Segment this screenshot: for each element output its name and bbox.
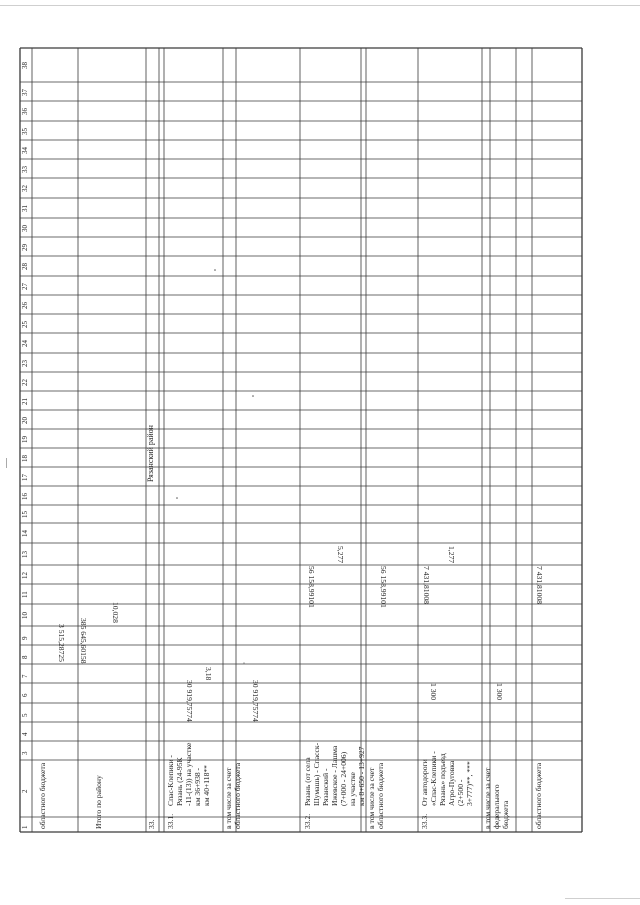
value-total-col10: 10,028 [111,602,120,623]
row-label-regional-budget: областного бюджета [38,762,47,829]
scan-mark [6,458,10,468]
rotated-table-page [16,0,640,905]
row-label-district-total: Итого по району [94,775,103,829]
row-label-33-3-regional: областного бюджета [534,762,543,829]
row-label-33-3: От автодороги «Спас-Клепики - Рязань» подъезд Агро-Пуговка (2+500 - 3+777)**, *** [420,751,474,806]
header-col-2: 2 [21,789,29,793]
row-label-33-1: Спас-Клепики - Рязань (24-95К -11-(13)) на участке км 36+938 - км 40+118** [166,742,211,806]
header-col-7: 7 [21,674,29,678]
value-33-1-regional-col6: 30 919,75774 [251,680,260,722]
header-col-26: 26 [21,301,29,309]
header-col-6: 6 [21,693,29,697]
value-total-col9: 385 645,60158 [79,618,88,664]
value-33-3-col13: 1,277 [447,546,456,564]
value-33-1-col7: 3,18 [204,667,213,681]
header-col-9: 9 [21,636,29,640]
header-col-16: 16 [21,492,29,500]
header-col-12: 12 [21,571,29,579]
value-33-2-col13: 5,277 [336,546,345,564]
header-col-37: 37 [21,88,29,96]
header-col-31: 31 [21,205,29,212]
header-col-23: 23 [21,359,29,367]
header-col-13: 13 [21,551,29,558]
header-col-18: 18 [21,454,29,462]
header-col-30: 30 [21,224,29,232]
header-col-14: 14 [21,530,29,537]
value-33-2-col12: 56 158,99101 [307,566,316,608]
header-col-27: 27 [21,282,29,290]
header-col-38: 38 [21,62,29,69]
header-col-3: 3 [21,751,29,755]
row-label-33-1-regional: в том числе за счет областного бюджета [224,762,242,829]
row-number-33: 33. [147,819,156,829]
header-col-19: 19 [21,435,29,443]
header-col-22: 22 [21,378,29,386]
value-33-1-col6: 30 919,75774 [185,680,194,722]
row-label-33-3-federal: в том числе за счет федерального бюджета [483,767,510,829]
header-col-5: 5 [21,713,29,717]
row-number-33-1: 33.1. [166,813,175,829]
header-col-24: 24 [21,340,29,347]
header-col-25: 25 [21,320,29,328]
header-col-17: 17 [21,473,29,481]
value-33-3-regional-col12: 7 431,81008 [535,566,544,604]
value-regional-budget-col9: 3 515,28725 [57,624,66,662]
header-col-21: 21 [21,397,29,405]
header-col-36: 36 [21,108,29,115]
scan-bottom-border [565,898,640,899]
value-33-2-regional-col12: 56 158,99101 [379,566,388,608]
header-col-8: 8 [21,655,29,659]
header-col-32: 32 [21,185,29,192]
header-col-20: 20 [21,416,29,424]
header-col-34: 34 [21,146,29,154]
header-col-35: 35 [21,127,29,135]
header-col-1: 1 [21,825,29,829]
row-label-33-2: Рязань (от села Шумашь) - Спасск- Рязанский - Ижевское - Лашма (7+000 - 24+006) на участке км 8+650 - 13+927 [303,742,366,806]
header-col-11: 11 [21,591,29,598]
row-number-33-2: 33.2. [303,813,312,829]
district-heading: Рязанский район [146,425,155,482]
value-33-3-federal-col6: 1 300 [495,683,504,701]
value-33-3-col12: 7 431,81008 [422,566,431,604]
header-col-15: 15 [21,511,29,518]
row-number-33-3: 33.3. [420,813,429,829]
header-col-4: 4 [21,732,29,736]
value-33-3-col6: 1 300 [429,683,438,701]
header-col-33: 33 [21,165,29,173]
row-label-33-2-regional: в том числе за счет областного бюджета [367,762,385,829]
header-col-29: 29 [21,243,29,251]
header-col-28: 28 [21,263,29,270]
header-col-10: 10 [21,612,29,619]
